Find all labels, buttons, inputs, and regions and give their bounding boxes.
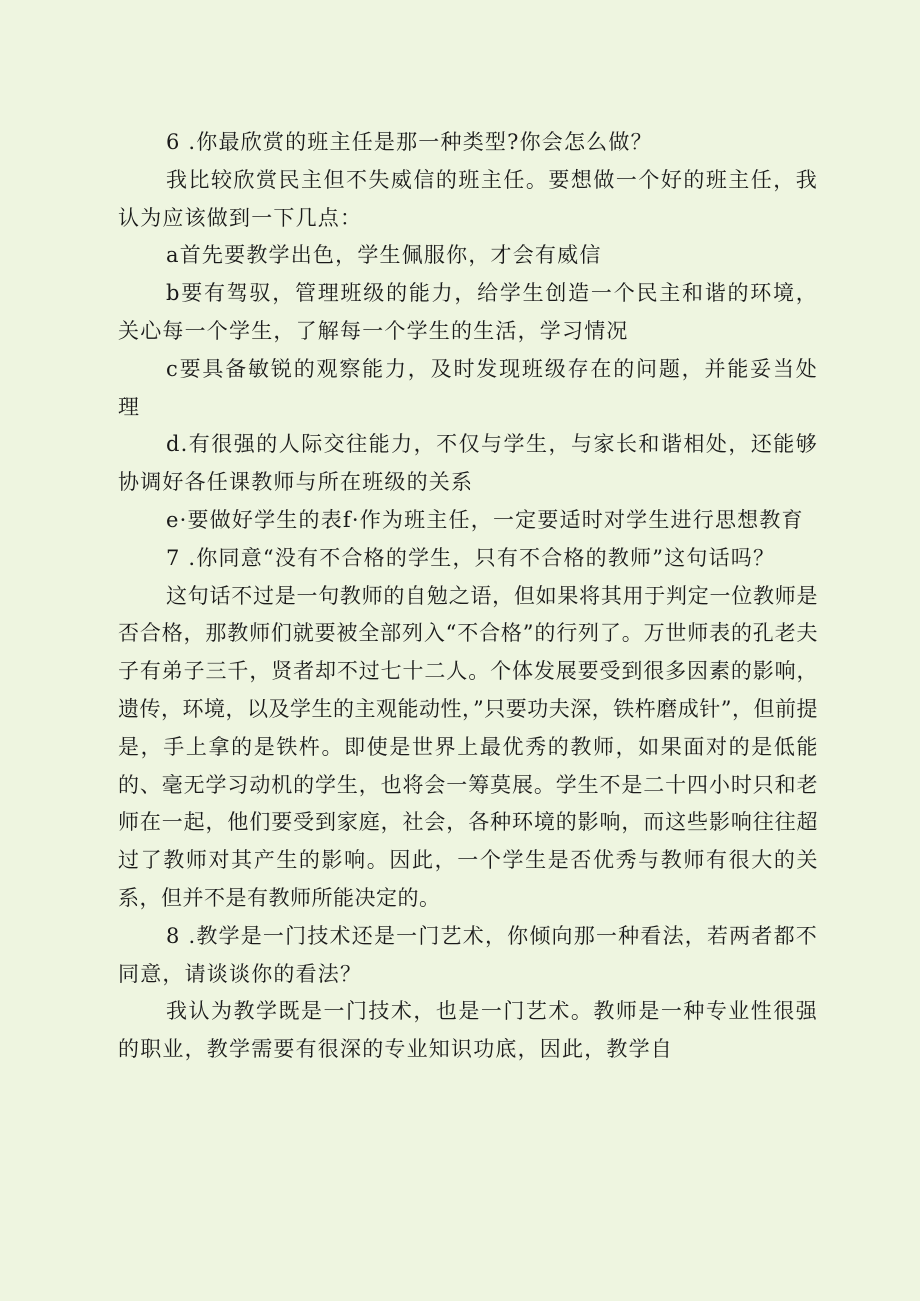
- answer-7-body: 这句话不过是一句教师的自勉之语，但如果将其用于判定一位教师是否合格，那教师们就要被全部列入“不合格”的行列了。万世师表的孔老夫子有弟子三千，贤者却不过七十二人。个体发展要受到很多因素的影响，遗传，环境，以及学生的主观能动性，”只要功夫深，铁杵磨成针”，但前提是，手上拿的是铁杵。即使是世界上最优秀的教师，如果面对的是低能的、毫无学习动机的学生，也将会一筹莫展。学生不是二十四小时只和老师在一起，他们要受到家庭，社会，各种环境的影响，而这些影响往往超过了教师对其产生的影响。因此，一个学生是否优秀与教师有很大的关系，但并不是有教师所能决定的。: [118, 583, 818, 910]
- answer-6-point-a: a首先要教学出色，学生佩服你，才会有威信: [166, 243, 602, 268]
- question-6-heading: 6 .你最欣赏的班主任是那一种类型?你会怎么做？: [166, 130, 653, 154]
- answer-8-body: 我认为教学既是一门技术，也是一门艺术。教师是一种专业性很强的职业，教学需要有很深的专业知识功底，因此，教学自: [118, 999, 818, 1062]
- answer-6-point-c: c要具备敏锐的观察能力，及时发现班级存在的问题，并能妥当处理: [118, 356, 818, 419]
- answer-6-point-ef: e·要做好学生的表f·作为班主任，一定要适时对学生进行思想教育: [166, 507, 804, 532]
- question-8-heading: 8 .教学是一门技术还是一门艺术，你倾向那一种看法，若两者都不同意，请谈谈你的看法？: [118, 923, 818, 986]
- document-page: [118, 124, 818, 1069]
- answer-6-intro: 我比较欣赏民主但不失威信的班主任。要想做一个好的班主任，我认为应该做到一下几点：: [118, 167, 818, 230]
- answer-6-point-b: b要有驾驭，管理班级的能力，给学生创造一个民主和谐的环境，关心每一个学生，了解每一个学生的生活，学习情况: [118, 281, 818, 343]
- question-7-heading: 7 .你同意“没有不合格的学生，只有不合格的教师”这句话吗？: [166, 545, 776, 570]
- answer-6-point-d: d.有很强的人际交往能力，不仅与学生，与家长和谐相处，还能够协调好各任课教师与所在班级的关系: [118, 432, 818, 495]
